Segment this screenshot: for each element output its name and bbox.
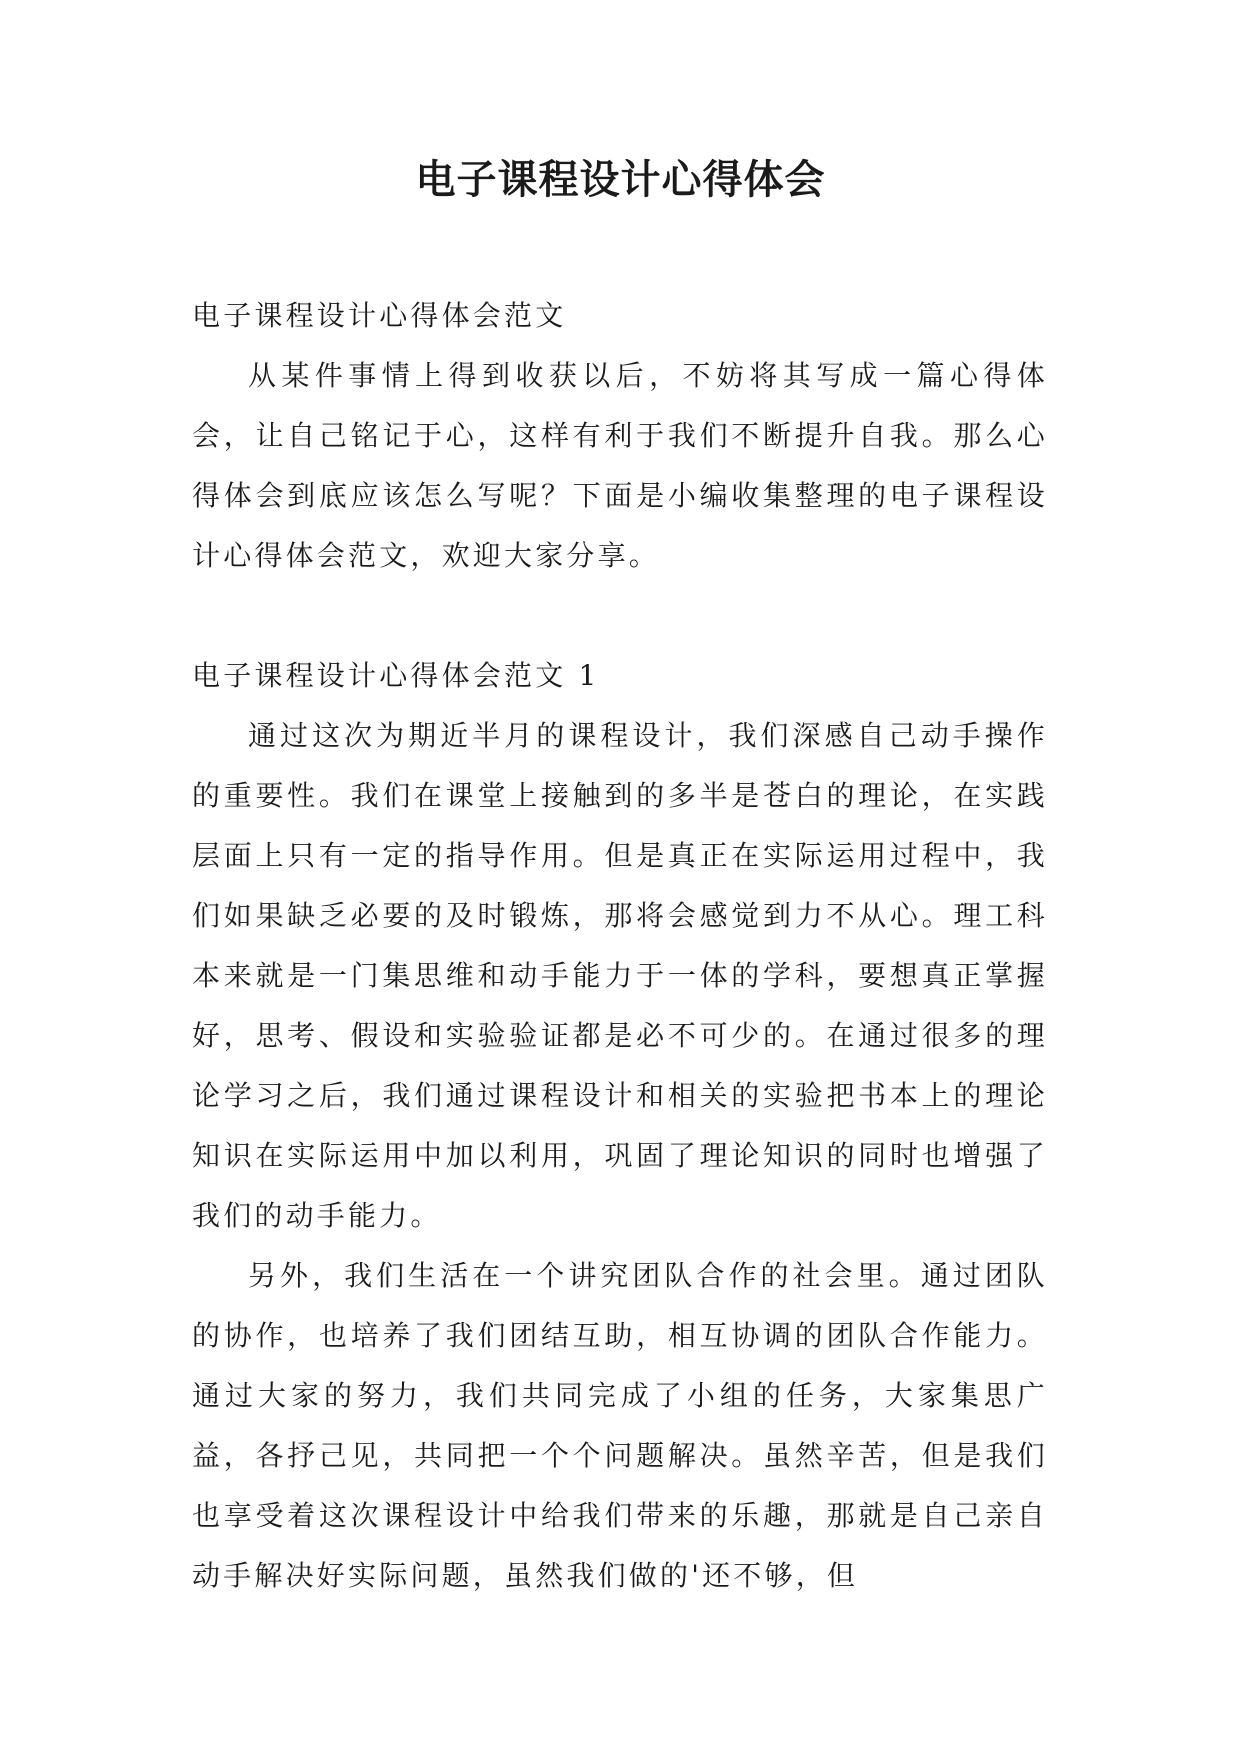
section1-paragraph-2: 另外，我们生活在一个讲究团队合作的社会里。通过团队的协作，也培养了我们团结互助，相互协调的团队合作能力。通过大家的努力，我们共同完成了小组的任务，大家集思广益，各抒己见，共同把一个个问题解决。虽然辛苦，但是我们也享受着这次课程设计中给我们带来的乐趣，那就是自己亲自动手解决好实际问题，虽然我们做的'还不够，但 [192,1259,1048,1592]
intro-paragraph: 从某件事情上得到收获以后，不妨将其写成一篇心得体会，让自己铭记于心，这样有利于我们不断提升自我。那么心得体会到底应该怎么写呢？下面是小编收集整理的电子课程设计心得体会范文，欢迎大家分享。 [192,359,1048,572]
section1-heading: 电子课程设计心得体会范文 1 [192,659,600,692]
intro-heading: 电子课程设计心得体会范文 [192,299,567,332]
section-spacer [192,586,1048,646]
document-title: 电子课程设计心得体会 [415,156,826,203]
document-body [192,286,1048,1606]
section1-paragraph-1: 通过这次为期近半月的课程设计，我们深感自己动手操作的重要性。我们在课堂上接触到的多半是苍白的理论，在实践层面上只有一定的指导作用。但是真正在实际运用过程中，我们如果缺乏必要的及时锻炼，那将会感觉到力不从心。理工科本来就是一门集思维和动手能力于一体的学科，要想真正掌握好，思考、假设和实验验证都是必不可少的。在通过很多的理论学习之后，我们通过课程设计和相关的实验把书本上的理论知识在实际运用中加以利用，巩固了理论知识的同时也增强了我们的动手能力。 [192,719,1048,1232]
